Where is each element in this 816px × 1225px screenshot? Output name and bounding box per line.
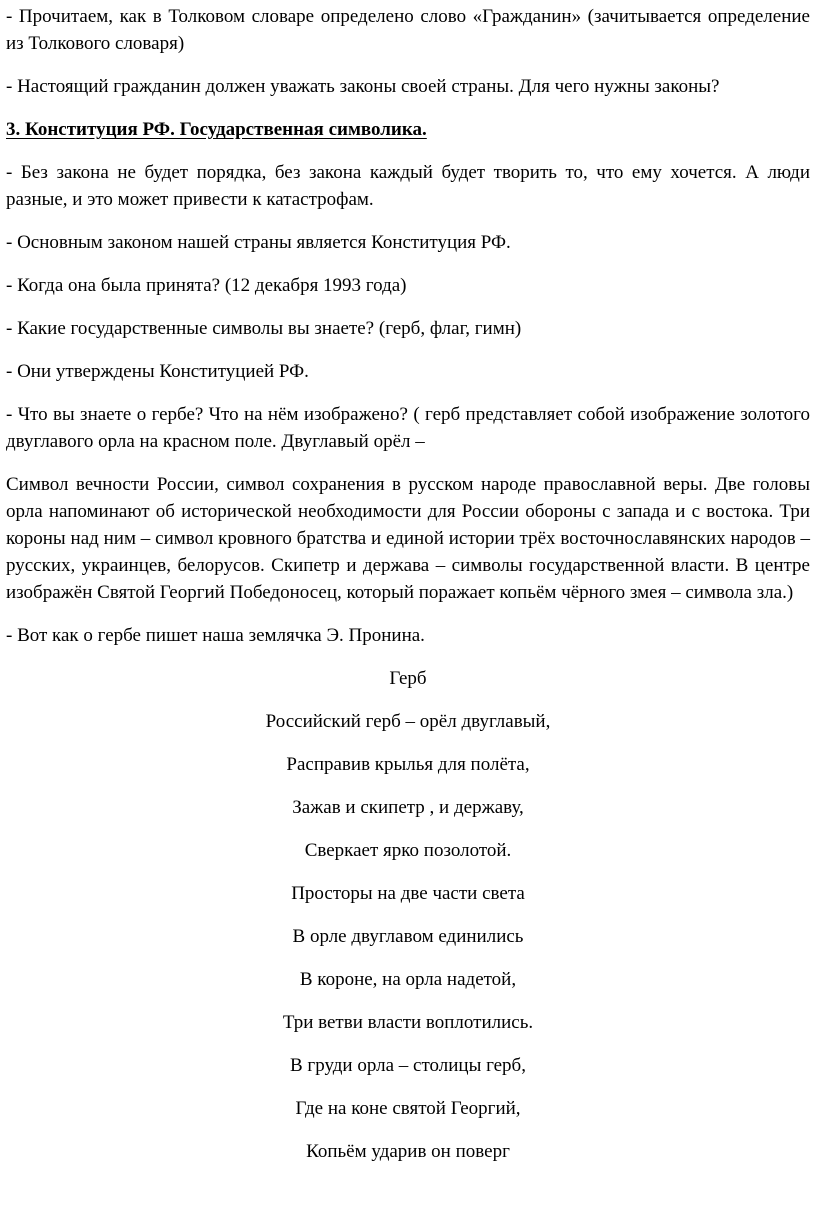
paragraph-coat-of-arms-question: - Что вы знаете о гербе? Что на нём изображено? ( герб представляет собой изображение золотого двуглавого орла на красном поле. Двуглавый орёл – — [6, 404, 810, 452]
poem-line: Где на коне святой Георгий, — [295, 1098, 521, 1119]
poem-title: Герб — [389, 668, 427, 689]
poem-line: Расправив крылья для полёта, — [286, 754, 530, 775]
poem-line: Три ветви власти воплотились. — [282, 1012, 534, 1033]
poem-line: Российский герб – орёл двуглавый, — [265, 711, 551, 732]
paragraph-laws-question: - Настоящий гражданин должен уважать законы своей страны. Для чего нужны законы? — [6, 76, 720, 97]
paragraph-poem-intro: - Вот как о гербе пишет наша землячка Э. Пронина. — [6, 625, 425, 646]
poem-line: Сверкает ярко позолотой. — [304, 840, 512, 861]
poem-line: В груди орла – столицы герб, — [290, 1055, 526, 1076]
section-heading: 3. Конституция РФ. Государственная символика. — [6, 119, 427, 140]
poem-line: Просторы на две части света — [291, 883, 525, 904]
paragraph-adoption-date: - Когда она была принята? (12 декабря 1993 года) — [6, 275, 407, 296]
poem-line: Копьём ударив он поверг — [306, 1141, 510, 1162]
paragraph-without-law: - Без закона не будет порядка, без закона каждый будет творить то, что ему хочется. А люди разные, и это может привести к катастрофам. — [6, 162, 810, 210]
poem-line: В орле двуглавом единились — [292, 926, 524, 947]
poem — [6, 665, 810, 1165]
paragraph-state-symbols: - Какие государственные символы вы знаете? (герб, флаг, гимн) — [6, 318, 522, 339]
paragraph-constitution: - Основным законом нашей страны является Конституция РФ. — [6, 232, 511, 253]
paragraph-approved: - Они утверждены Конституцией РФ. — [6, 361, 309, 382]
poem-line: В короне, на орла надетой, — [299, 969, 517, 990]
poem-line: Зажав и скипетр , и державу, — [292, 797, 524, 818]
paragraph-dictionary-definition: - Прочитаем, как в Толковом словаре определено слово «Гражданин» (зачитывается определение из Толкового словаря) — [6, 6, 810, 54]
paragraph-eagle-symbolism: Символ вечности России, символ сохранения в русском народе православной веры. Две головы орла напоминают об исторической необходимости для России обороны с запада и с востока. Три короны над ним – символ кровного братства и единой истории трёх восточнославянских народов – русских, украинцев, белорусов. Скипетр и держава – символы государственной власти. В центре изображён Святой Георгий Победоносец, который поражает копьём чёрного змея – символа зла.) — [6, 474, 810, 603]
